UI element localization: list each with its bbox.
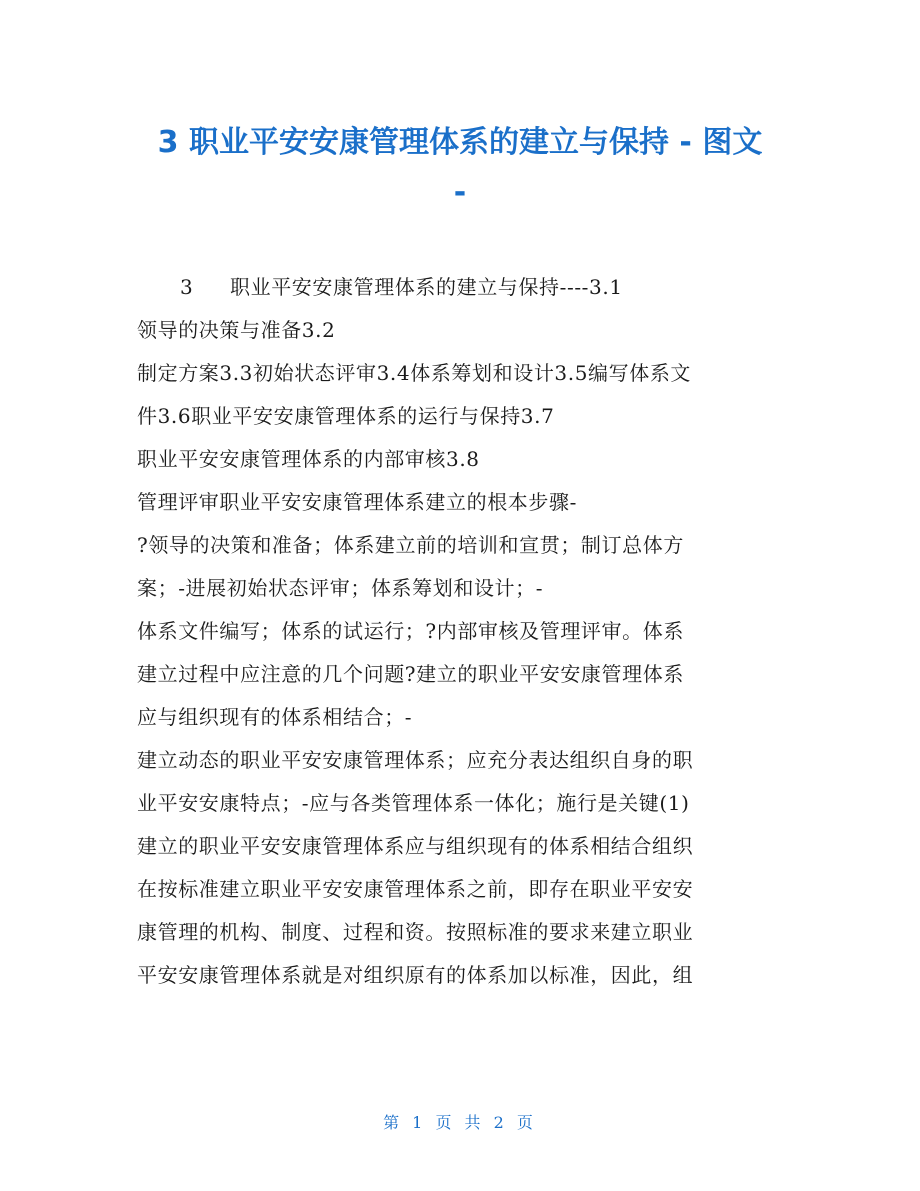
section-heading-text: 职业平安安康管理体系的建立与保持----3.1 [230, 275, 623, 299]
document-body [137, 266, 787, 997]
title-line-2: - [453, 175, 467, 210]
body-line: ?领导的决策和准备；体系建立前的培训和宣贯；制订总体方 [137, 533, 684, 557]
title-line-1: 3 职业平安安康管理体系的建立与保持 - 图文 [157, 125, 763, 160]
body-line: 平安安康管理体系就是对组织原有的体系加以标准，因此，组 [137, 963, 694, 987]
body-line: 管理评审职业平安安康管理体系建立的根本步骤- [137, 490, 577, 514]
page-footer: 第 1 页 共 2 页 [383, 1113, 537, 1132]
body-line: 在按标准建立职业平安安康管理体系之前，即存在职业平安安 [137, 877, 694, 901]
document-title [120, 118, 800, 218]
body-line: 应与组织现有的体系相结合；- [137, 705, 413, 729]
body-line: 康管理的机构、制度、过程和资。按照标准的要求来建立职业 [137, 920, 694, 944]
body-line-first [137, 266, 787, 309]
body-line: 体系文件编写；体系的试运行；?内部审核及管理评审。体系 [137, 619, 684, 643]
body-line: 件3.6职业平安安康管理体系的运行与保持3.7 [137, 404, 555, 428]
body-line: 案；-进展初始状态评审；体系筹划和设计；- [137, 576, 544, 600]
body-line: 领导的决策与准备3.2 [137, 318, 336, 342]
section-number: 3 [180, 275, 194, 299]
body-line: 建立的职业平安安康管理体系应与组织现有的体系相结合组织 [137, 834, 694, 858]
body-line: 业平安安康特点；-应与各类管理体系一体化；施行是关键(1) [137, 791, 690, 815]
body-line: 制定方案3.3初始状态评审3.4体系筹划和设计3.5编写体系文 [137, 361, 692, 385]
body-line: 建立过程中应注意的几个问题?建立的职业平安安康管理体系 [137, 662, 684, 686]
body-line: 建立动态的职业平安安康管理体系；应充分表达组织自身的职 [137, 748, 694, 772]
body-line: 职业平安安康管理体系的内部审核3.8 [137, 447, 480, 471]
